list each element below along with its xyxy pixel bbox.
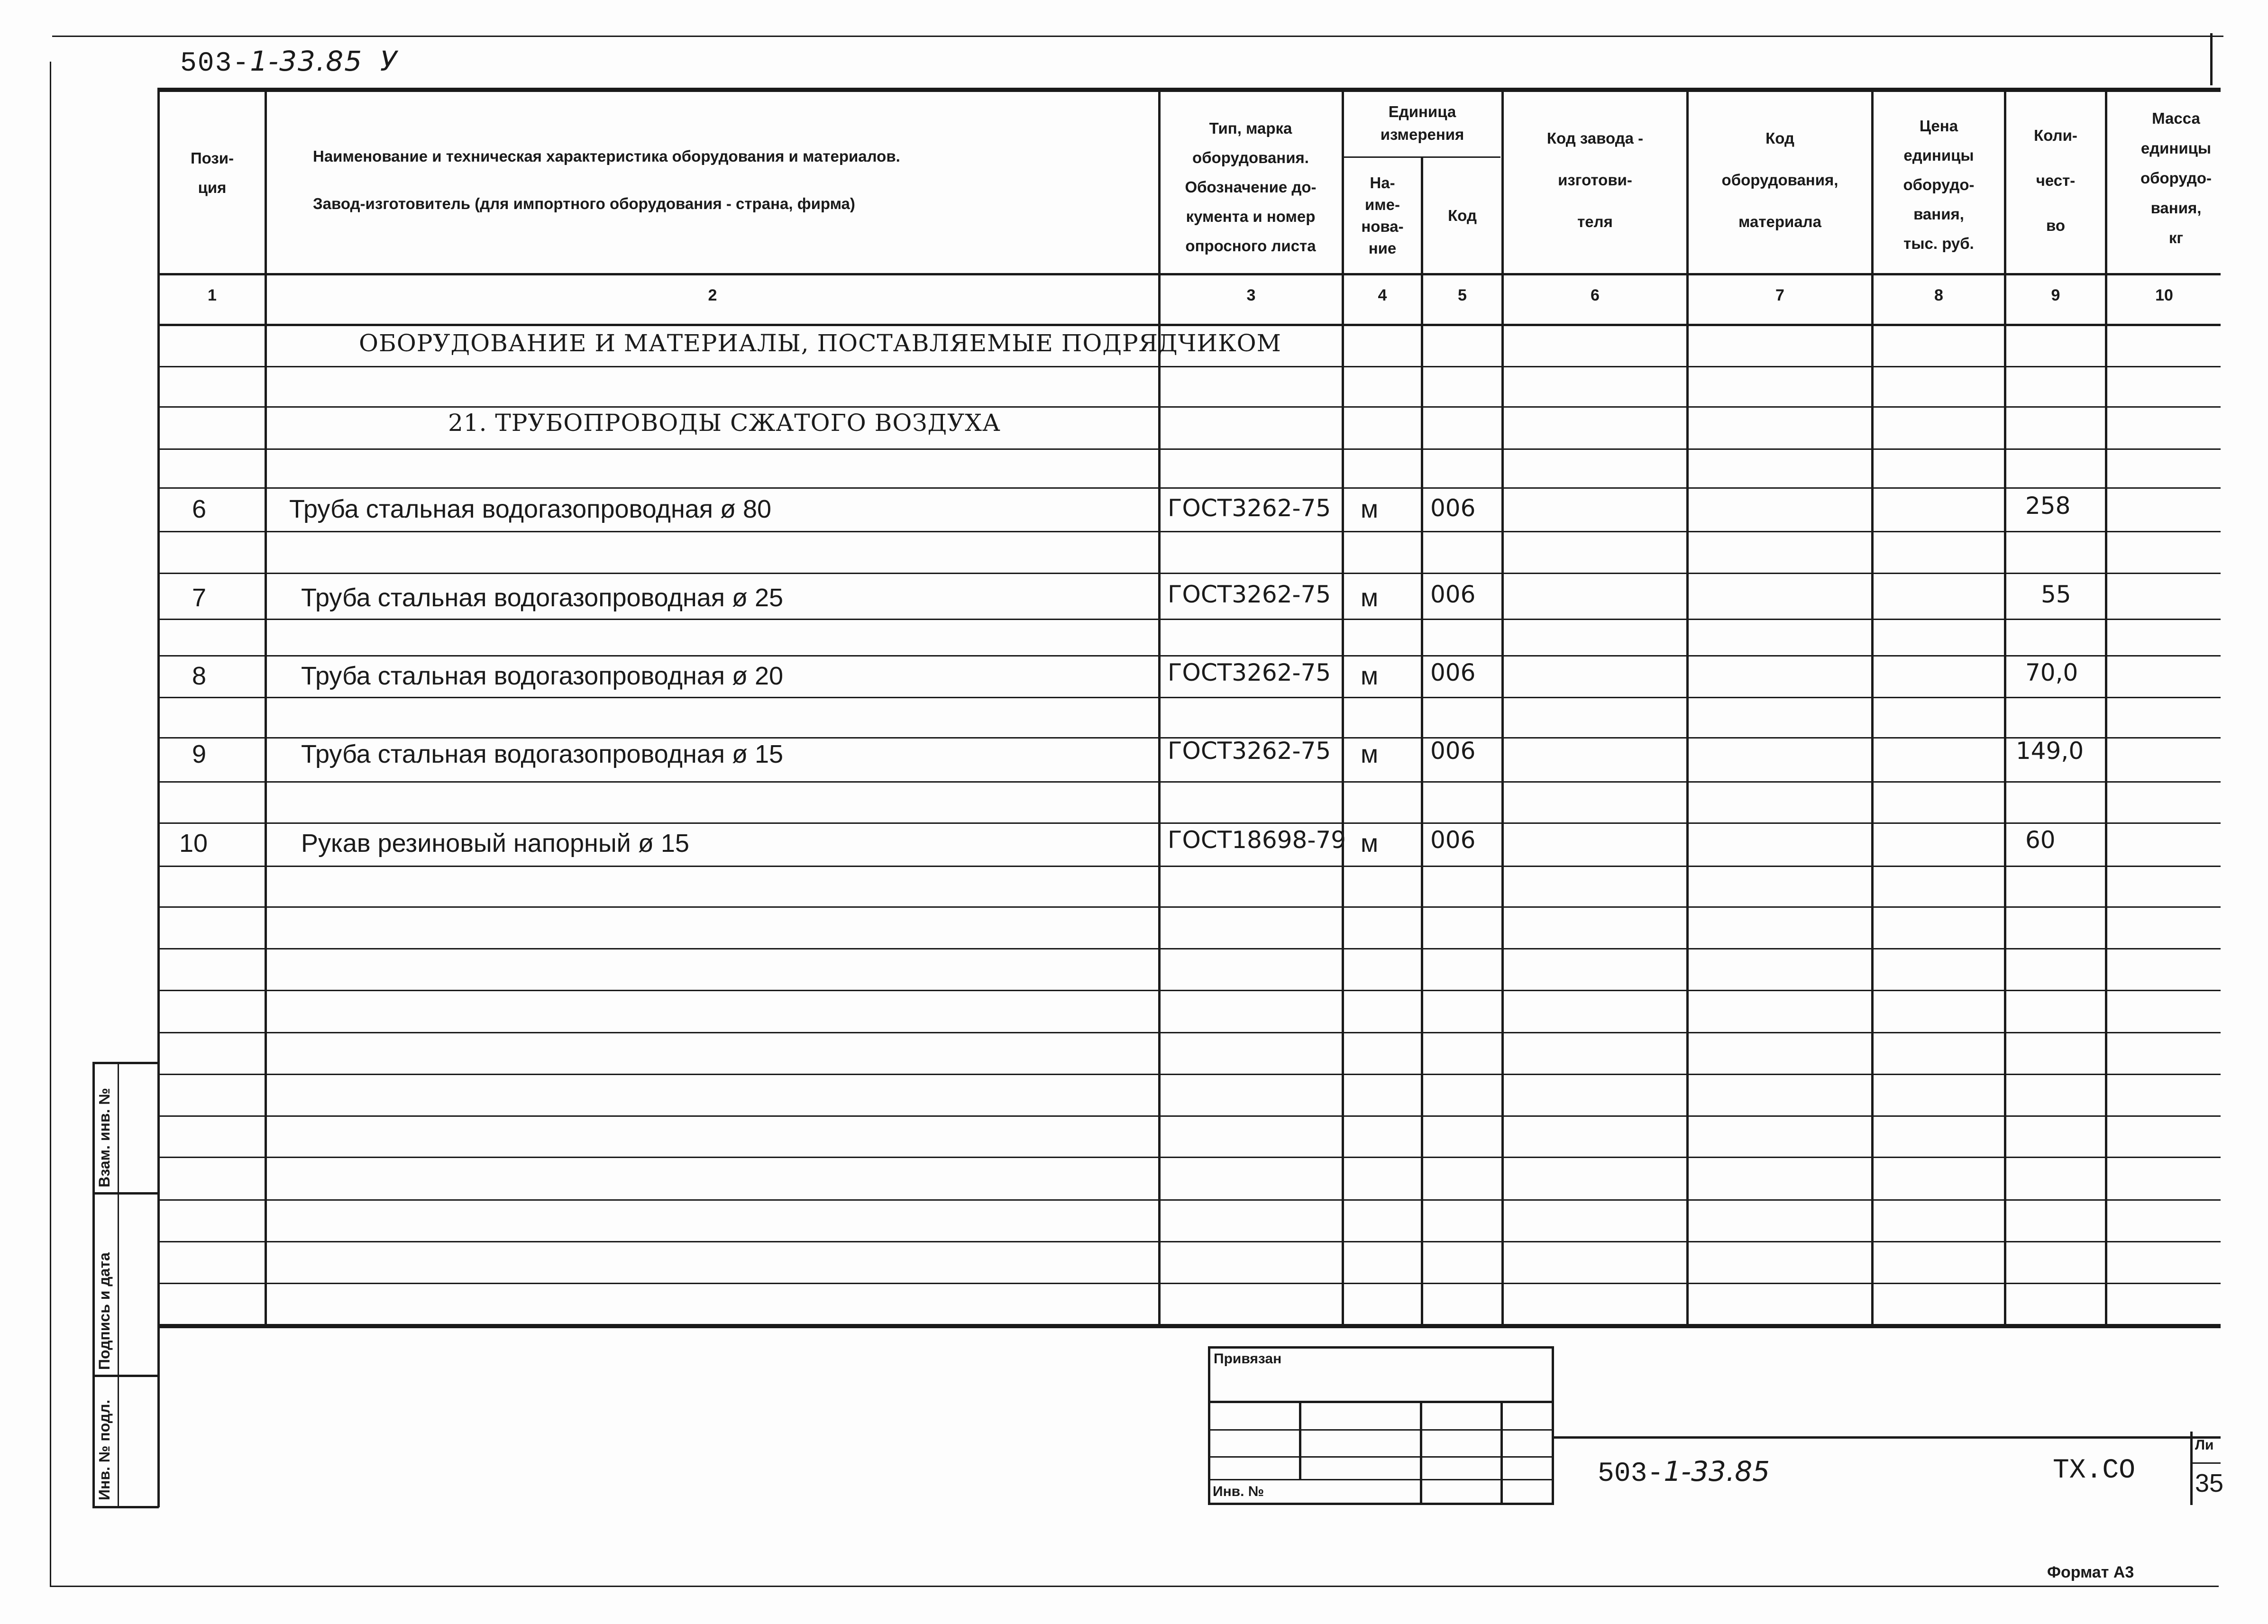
side-strip-top-line [92,1062,159,1064]
row-unit: м [1361,495,1379,523]
table-header-divider [159,273,2221,275]
frame-bottom-line [50,1586,2219,1587]
row-name: Труба стальная водогазопроводная ø 20 [301,662,784,690]
table-row-line [159,1115,2221,1117]
table-row-line [159,531,2221,532]
row-quantity: 60 [2025,826,2056,854]
row-name: Труба стальная водогазопроводная ø 80 [289,495,772,523]
header-name-line2: Завод-изготовитель (для импортного оборудования - страна, фирма) [313,195,855,212]
stamp-code-prefix: 503- [1598,1459,1664,1489]
table-row-line [159,948,2221,949]
col-number-2: 2 [708,286,717,304]
side-strip-left-line [92,1062,95,1507]
row-name: Труба стальная водогазопроводная ø 25 [301,584,784,612]
col-number-7: 7 [1775,286,1784,304]
row-name: Труба стальная водогазопроводная ø 15 [301,740,784,768]
header-unit-code: Код [1448,207,1477,224]
row-document: ГОСТ3262-75 [1168,494,1331,522]
row-name: Рукав резиновый напорный ø 15 [301,829,689,858]
format-label: Формат А3 [2047,1563,2134,1581]
table-row-line [159,406,2221,408]
document-code-mark: У [380,45,398,77]
col-number-10: 10 [2155,286,2173,304]
table-row-line [159,822,2221,824]
row-unit: м [1361,829,1379,858]
row-document: ГОСТ3262-75 [1168,659,1331,686]
frame-left-line [50,62,51,1587]
col-line-9 [2105,88,2107,1325]
table-row-line [159,1032,2221,1033]
stamp-vline-1 [1299,1401,1301,1479]
row-quantity: 70,0 [2025,659,2078,686]
row-document: ГОСТ3262-75 [1168,737,1331,765]
col-number-5: 5 [1458,286,1467,304]
header-equipment-code: Код оборудования, материала [1721,129,1838,230]
table-row-line [159,619,2221,620]
header-unit-name: На- име- нова- ние [1361,174,1404,257]
stamp-vline-3 [1500,1401,1503,1505]
stamp-sheet-code: ТХ.СО [2053,1455,2136,1486]
row-position: 8 [192,662,207,690]
table-row-line [159,1157,2221,1158]
stamp-sheet-number: 35 [2195,1469,2224,1497]
frame-right-line [2210,33,2213,85]
stamp-document-code [1598,1455,1770,1489]
table-row-line [159,697,2221,698]
table-row-line [159,781,2221,783]
table-row-line [159,866,2221,867]
table-top-line [159,88,2221,92]
header-type: Тип, марка оборудования. Обозначение до- кумента и номер опросного листа [1185,119,1317,255]
table-bottom-line [159,1324,2221,1328]
side-label-vzam: Взам. инв. № [96,1088,113,1187]
col-line-7 [1871,88,1874,1325]
table-number-row-divider [159,324,2221,326]
stamp-sheet-divider [2190,1462,2221,1464]
table-row-line [159,487,2221,489]
document-code-top [180,45,398,79]
col-line-5 [1501,88,1504,1325]
table-row-line [159,1199,2221,1201]
row-unit-code: 006 [1430,659,1476,686]
section-title-main: ОБОРУДОВАНИЕ И МАТЕРИАЛЫ, ПОСТАВЛЯЕМЫЕ ПОДРЯДЧИКОМ [359,329,1281,357]
row-quantity: 258 [2025,492,2071,520]
stamp-code-handwritten: 1-33.85 [1664,1455,1770,1487]
stamp-vline-2 [1420,1401,1422,1505]
header-quantity: Коли- чест- во [2034,126,2077,234]
table-row-line [159,1074,2221,1075]
stamp-sheet-label: Ли [2195,1437,2214,1453]
row-unit-code: 006 [1430,826,1476,854]
table-row-line [159,1283,2221,1284]
col-number-9: 9 [2051,286,2060,304]
side-strip-div-1 [92,1192,159,1195]
col-number-4: 4 [1378,286,1387,304]
side-label-inv: Инв. № подл. [96,1399,113,1500]
col-line-3 [1342,88,1344,1325]
table-row-line [159,573,2221,574]
table-row-line [159,366,2221,367]
row-position: 7 [192,584,207,612]
row-position: 9 [192,740,207,768]
row-unit-code: 006 [1430,581,1476,608]
col-number-8: 8 [1934,286,1943,304]
col-number-1: 1 [208,286,217,304]
side-label-podpis: Подпись и дата [96,1252,113,1370]
stamp-code-top-line [1554,1436,2221,1439]
row-quantity: 55 [2041,581,2071,608]
header-unit-group: Единица измерения [1380,103,1464,143]
header-mass: Масса единицы оборудо- вания, кг [2140,109,2212,246]
col-line-2 [1158,88,1161,1325]
col-line-4 [1421,156,1423,1325]
side-strip-bottom-line [92,1506,159,1508]
table-row-line [159,655,2221,657]
col-line-6 [1686,88,1689,1325]
header-name-line1: Наименование и техническая характеристика оборудования и материалов. [313,147,900,165]
row-quantity: 149,0 [2016,737,2084,765]
table-row-line [159,1241,2221,1242]
header-plant-code: Код завода - изготови- теля [1546,129,1644,230]
col-line-1 [265,88,267,1325]
section-title-sub: 21. ТРУБОПРОВОДЫ СЖАТОГО ВОЗДУХА [448,409,1001,437]
row-unit-code: 006 [1430,494,1476,522]
document-code-handwritten: 1-33.85 [250,45,363,77]
stamp-inv-label: Инв. № [1213,1484,1264,1499]
header-position: Пози- ция [190,149,234,196]
row-document: ГОСТ3262-75 [1168,581,1331,608]
table-row-line [159,990,2221,991]
row-position: 6 [192,495,207,523]
stamp-privyazan-label: Привязан [1214,1351,1282,1367]
row-unit: м [1361,584,1379,612]
row-unit-code: 006 [1430,737,1476,765]
side-strip-div-2 [92,1375,159,1377]
col-line-8 [2004,88,2006,1325]
table-row-line [159,448,2221,450]
header-name [313,133,1157,228]
document-code-prefix: 503- [180,48,250,79]
frame-top-line [52,36,2223,37]
row-position: 10 [179,829,208,858]
table-row-line [159,906,2221,908]
side-strip-mid-line [118,1062,119,1507]
col-number-6: 6 [1591,286,1600,304]
row-document: ГОСТ18698-79 [1168,826,1346,854]
row-unit: м [1361,740,1379,768]
stamp-sheet-line [2190,1432,2193,1505]
header-price: Цена единицы оборудо- вания, тыс. руб. [1903,117,1975,252]
col-number-3: 3 [1246,286,1256,304]
row-unit: м [1361,662,1379,690]
